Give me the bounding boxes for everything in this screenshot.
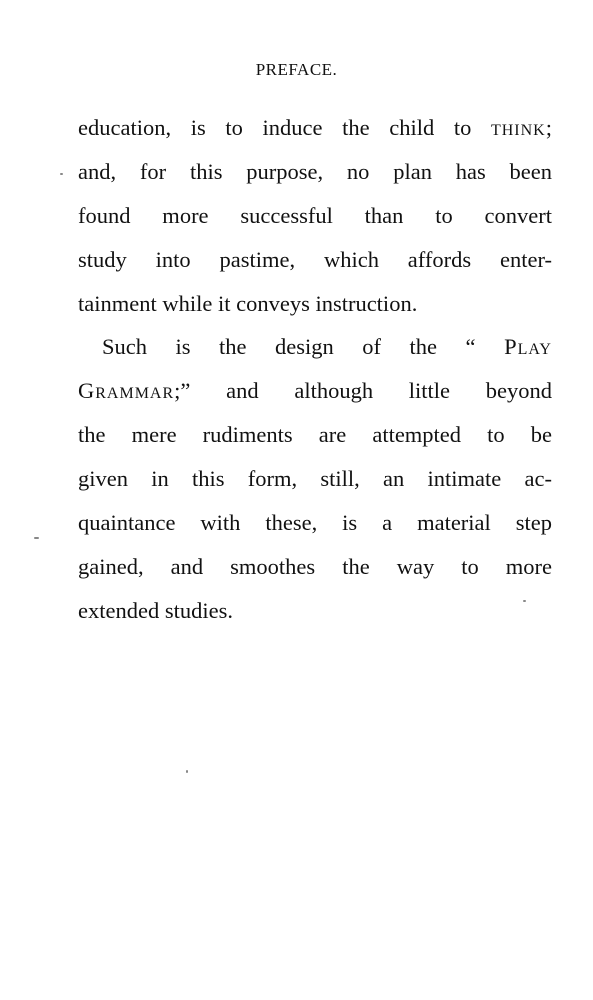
- text-run: and, for this purpose, no plan has been: [78, 158, 552, 184]
- paper-speck: [186, 770, 188, 773]
- text-line: [78, 238, 552, 282]
- text-line: [78, 282, 552, 326]
- text-line: [78, 457, 552, 501]
- running-head: PREFACE.: [255, 60, 338, 79]
- paper-speck: [60, 173, 63, 175]
- text-run: given in this form, still, an intimate ac-: [78, 466, 552, 492]
- text-line: [78, 545, 552, 589]
- text-run: education, is to induce the child to: [78, 115, 491, 140]
- small-caps-word: Play: [504, 334, 552, 360]
- text-run: ;: [545, 115, 552, 140]
- text-line: [78, 413, 552, 457]
- text-run: tainment while it conveys instruction.: [78, 290, 418, 316]
- text-run: study into pastime, which affords enter-: [78, 246, 552, 272]
- text-line: [78, 369, 552, 413]
- paper-speck: [34, 537, 39, 539]
- text-run: quaintance with these, is a material step: [78, 510, 552, 536]
- text-line: [78, 589, 552, 633]
- text-run: the mere rudiments are attempted to be: [78, 422, 552, 448]
- small-caps-word: think: [490, 115, 546, 140]
- text-run: ;” and although little beyond: [174, 378, 552, 404]
- text-line: [78, 150, 552, 194]
- body-text: [78, 106, 552, 633]
- text-run: Such is the design of the “: [102, 334, 505, 360]
- text-line: [78, 106, 552, 150]
- text-line: [78, 325, 552, 369]
- text-line: [78, 194, 552, 238]
- paper-speck: [523, 600, 526, 602]
- text-run: extended studies.: [78, 597, 233, 623]
- text-run: gained, and smoothes the way to more: [78, 553, 552, 579]
- text-line: [78, 501, 552, 545]
- text-run: found more successful than to convert: [78, 202, 552, 228]
- small-caps-word: Grammar: [78, 378, 175, 404]
